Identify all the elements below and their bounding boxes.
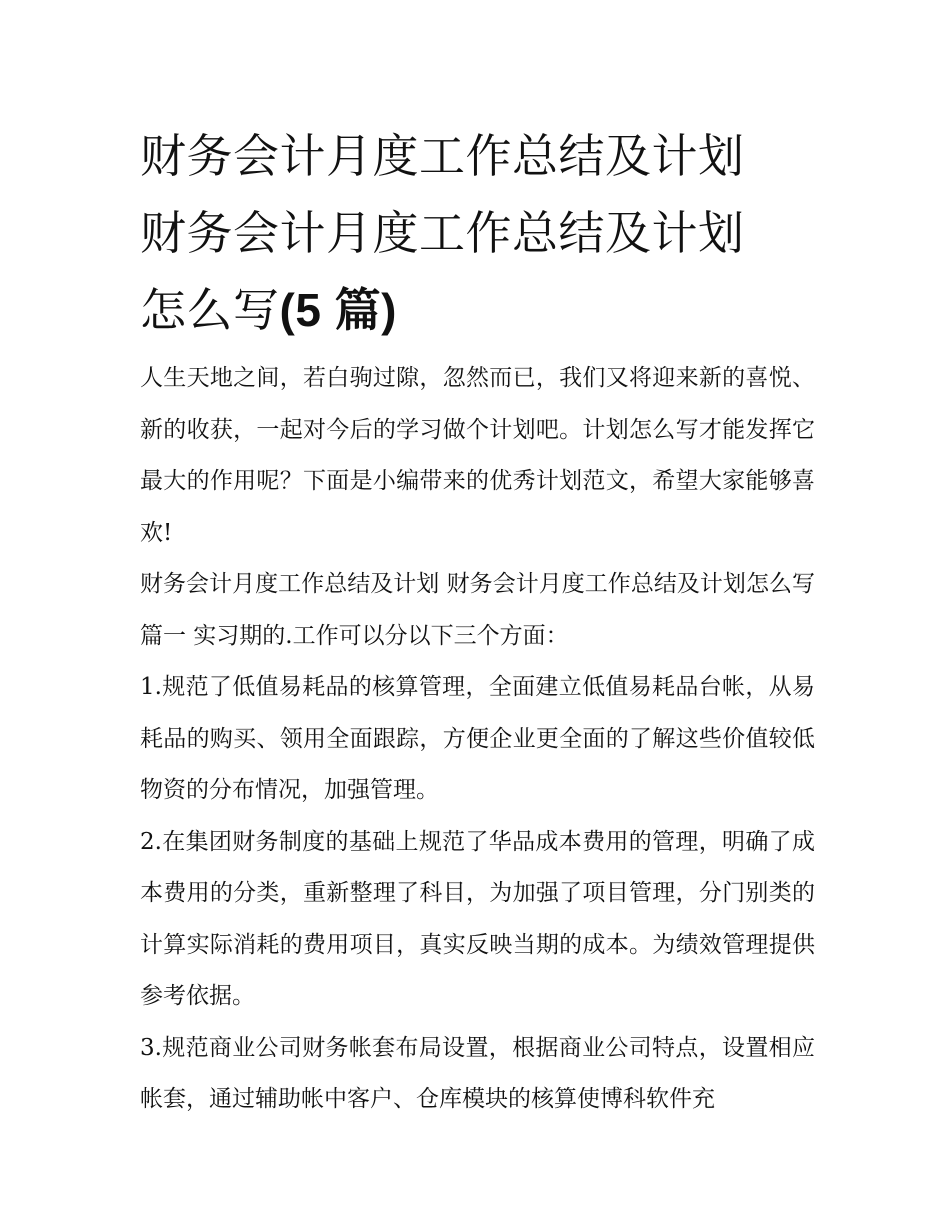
document-page [140, 118, 815, 1126]
list-item-3: 3.规范商业公司财务帐套布局设置，根据商业公司特点，设置相应帐套，通过辅助帐中客户、仓库模块的核算使博科软件充 [140, 1034, 815, 1112]
title-line-1: 财务会计月度工作总结及计划 [140, 129, 745, 183]
section-heading-paragraph: 财务会计月度工作总结及计划 财务会计月度工作总结及计划怎么写篇一 实习期的.工作可以分以下三个方面： [140, 571, 815, 649]
list-item-1: 1.规范了低值易耗品的核算管理，全面建立低值易耗品台帐，从易耗品的购买、领用全面跟踪，方便企业更全面的了解这些价值较低物资的分布情况，加强管理。 [140, 674, 815, 803]
intro-paragraph: 人生天地之间，若白驹过隙，忽然而已，我们又将迎来新的喜悦、新的收获，一起对今后的学习做个计划吧。计划怎么写才能发挥它最大的作用呢？下面是小编带来的优秀计划范文，希望大家能够喜欢! [140, 365, 815, 546]
list-item-2: 2.在集团财务制度的基础上规范了华品成本费用的管理，明确了成本费用的分类，重新整理了科目，为加强了项目管理，分门别类的计算实际消耗的费用项目，真实反映当期的成本。为绩效管理提供参考依据。 [140, 828, 815, 1009]
title-line-3: 怎么写 [140, 283, 280, 337]
title-article-count: (5 篇) [279, 284, 397, 336]
title-line-2: 财务会计月度工作总结及计划 [140, 206, 745, 260]
document-title [140, 118, 815, 349]
